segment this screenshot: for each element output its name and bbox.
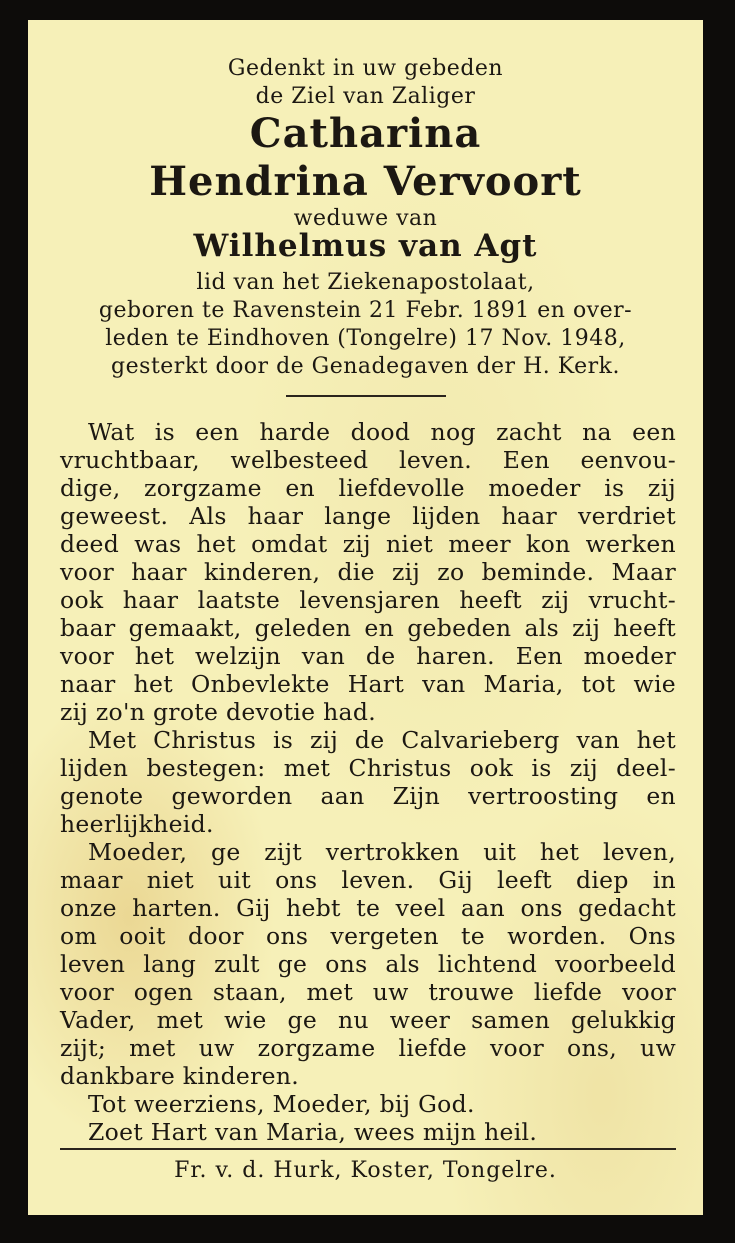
eulogy-line: voor haar kinderen, die zij zo beminde. Maar <box>60 558 676 586</box>
deceased-first-name: Catharina <box>249 110 482 157</box>
printer-credit: Fr. v. d. Hurk, Koster, Tongelre. <box>174 1158 557 1183</box>
eulogy-line: vruchtbaar, welbesteed leven. Een eenvou- <box>60 446 676 474</box>
eulogy-line: voor ogen staan, met uw trouwe liefde voor <box>60 978 676 1006</box>
eulogy-line: baar gemaakt, geleden en gebeden als zij heeft <box>60 614 676 642</box>
header-divider <box>286 395 446 397</box>
memorial-card <box>28 20 703 1215</box>
eulogy-line: Met Christus is zij de Calvarieberg van het <box>88 726 676 754</box>
eulogy-line: naar het Onbevlekte Hart van Maria, tot wie <box>60 670 676 698</box>
eulogy-line: ook haar laatste levensjaren heeft zij vrucht- <box>60 586 676 614</box>
eulogy-line: deed was het omdat zij niet meer kon werken <box>60 530 676 558</box>
eulogy-line: lijden bestegen: met Christus ook is zij deel- <box>60 754 676 782</box>
eulogy-line: zijt; met uw zorgzame liefde voor ons, uw <box>60 1034 676 1062</box>
eulogy-line: maar niet uit ons leven. Gij leeft diep in <box>60 866 676 894</box>
eulogy-line: zij zo'n grote devotie had. <box>60 698 376 726</box>
eulogy-line: heerlijkheid. <box>60 810 214 838</box>
farewell-line: Tot weerziens, Moeder, bij God. <box>88 1090 475 1118</box>
intro-line-2: de Ziel van Zaliger <box>255 84 476 109</box>
membership-line: lid van het Ziekenapostolaat, <box>196 270 535 295</box>
eulogy-line: onze harten. Gij hebt te veel aan ons gedacht <box>60 894 676 922</box>
prayer-line: Zoet Hart van Maria, wees mijn heil. <box>88 1118 538 1146</box>
intro-line-1: Gedenkt in uw gebeden <box>227 56 504 81</box>
eulogy-line: geweest. Als haar lange lijden haar verdriet <box>60 502 676 530</box>
husband-name: Wilhelmus van Agt <box>193 228 538 264</box>
widow-of-label: weduwe van <box>293 206 438 231</box>
eulogy-line: dankbare kinderen. <box>60 1062 300 1090</box>
eulogy-line: leven lang zult ge ons als lichtend voorbeeld <box>60 950 676 978</box>
eulogy-line: om ooit door ons vergeten te worden. Ons <box>60 922 676 950</box>
footer-divider <box>60 1148 676 1150</box>
eulogy-line: dige, zorgzame en liefdevolle moeder is zij <box>60 474 676 502</box>
eulogy-line: Wat is een harde dood nog zacht na een <box>88 418 676 446</box>
eulogy-line: voor het welzijn van de haren. Een moeder <box>60 642 676 670</box>
deceased-full-name: Hendrina Vervoort <box>149 158 582 205</box>
eulogy-line: Vader, met wie ge nu weer samen gelukkig <box>60 1006 676 1034</box>
eulogy-line: genote geworden aan Zijn vertroosting en <box>60 782 676 810</box>
eulogy-line: Moeder, ge zijt vertrokken uit het leven, <box>88 838 676 866</box>
birth-line: geboren te Ravenstein 21 Febr. 1891 en over- <box>98 298 633 323</box>
death-line: leden te Eindhoven (Tongelre) 17 Nov. 1948, <box>105 326 626 351</box>
sacraments-line: gesterkt door de Genadegaven der H. Kerk. <box>111 354 620 379</box>
